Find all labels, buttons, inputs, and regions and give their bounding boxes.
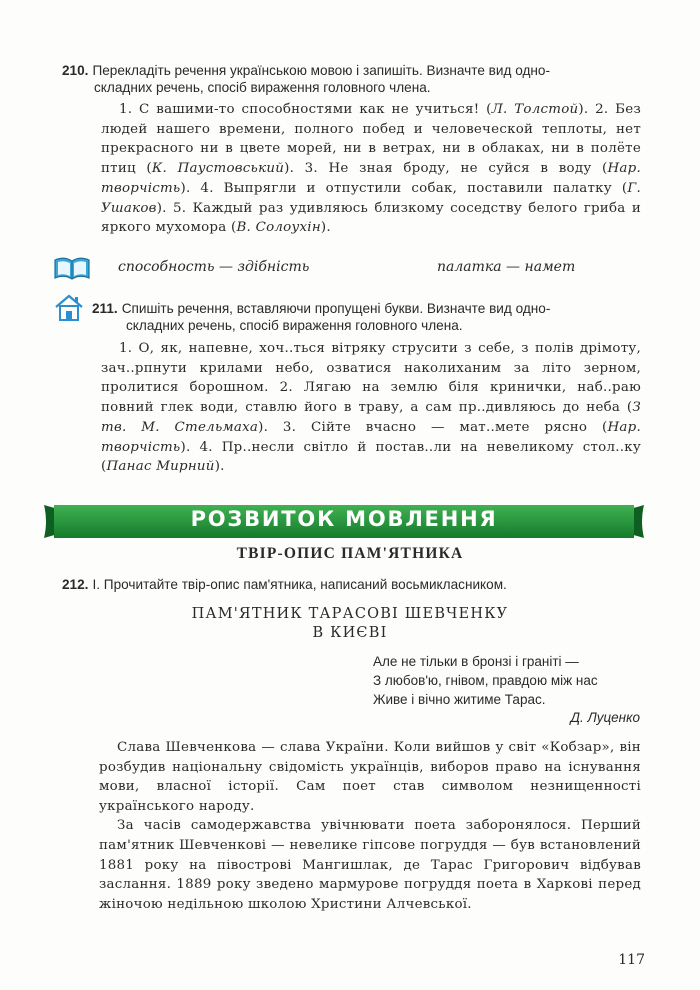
instruction-text: І. Прочитайте твір-опис пам'ятника, написаний восьмикласником. <box>92 577 507 592</box>
exercise-number: 212. <box>62 577 89 592</box>
exercise-211-instruction <box>92 300 644 334</box>
epigraph-line: Живе і вічно житиме Тарас. <box>373 692 546 707</box>
instruction-text: Перекладіть речення українською мовою і запишіть. Визначте вид одно- <box>92 63 550 78</box>
home-icon <box>54 294 84 326</box>
epigraph <box>373 652 598 709</box>
exercise-number: 210. <box>62 63 89 78</box>
instruction-text: Спишіть речення, вставляючи пропущені букви. Визначте вид одно- <box>121 301 551 316</box>
essay-title: В КИЄВІ <box>312 625 388 641</box>
section-banner <box>44 503 644 540</box>
instruction-text: складних речень, спосіб вираження головного члена. <box>126 318 463 333</box>
epigraph-author: Д. Луценко <box>570 710 640 725</box>
exercise-210-sentences: 1. С вашими-то способностями как не учиться! (Л. Толстой). 2. Без людей нашего времени, полного побед и человеческой теплоты, нет прекрасного ни в цвете морей, ни в ветрах, ни в облаках, ни в полёте птиц (К. Паустовський). 3. Не зная броду, не суйся в воду (Нар. творчість). 4. Выпрягли и отпустили собак, поставили палатку (Г. Ушаков). 5. Каждый раз удивляюсь близкому соседству белого гриба и яркого мухомора (В. Солоухін). <box>101 102 641 236</box>
section-title: РОЗВИТОК МОВЛЕННЯ <box>190 507 498 531</box>
instruction-text: складних речень, спосіб вираження головного члена. <box>94 80 431 95</box>
exercise-210-instruction <box>62 62 644 96</box>
essay-body <box>99 738 641 914</box>
essay-paragraph: За часів самодержавства увічнювати поета заборонялося. Перший пам'ятник Шевченкові — невелике гіпсове погруддя — був встановлений 1881 року на півострові Мангишлак, де Тарас Григорович відбував заслання. 1889 року зведено мармурове погруддя поета в Харкові перед жіночою недільною школою Христини Алчевської. <box>99 818 641 912</box>
epigraph-line: З любов'ю, гнівом, правдою між нас <box>373 673 598 688</box>
essay-title: ПАМ'ЯТНИК ТАРАСОВІ ШЕВЧЕНКУ <box>191 606 509 622</box>
vocab-pair: способность — здібність <box>118 259 310 275</box>
open-book-icon <box>52 254 92 286</box>
exercise-number: 211. <box>92 301 118 316</box>
epigraph-line: Але не тільки в бронзі і граніті — <box>373 654 579 669</box>
exercise-212-instruction <box>62 576 644 593</box>
exercise-211-sentences: 1. О, як, напевне, хоч..ться вітряку струсити з себе, з полів дрімоту, зач..рпнути крилами небо, озватися наколиханим за літо зерном, пролитися борошном. 2. Лягаю на землю біля кринички, наб..раю повний глек води, ставлю його в траву, а сам пр..дивляюсь до неба (З тв. М. Стельмаха). 3. Сійте вчасно — мат..мете рясно (Нар. творчість). 4. Пр..несли світло й постав..ли на невеликому стол..ку (Панас Мирний). <box>101 341 641 475</box>
page-number: 117 <box>618 952 645 968</box>
essay-paragraph: Слава Шевченкова — слава України. Коли вийшов у світ «Кобзар», він розбудив національну свідомість українців, виборов право на існування мови, власної історії. Сам поет став символом незнищенності українського народу. <box>99 740 641 814</box>
topic-title: ТВІР-ОПИС ПАМ'ЯТНИКА <box>236 545 464 562</box>
vocab-pair: палатка — намет <box>437 259 576 275</box>
